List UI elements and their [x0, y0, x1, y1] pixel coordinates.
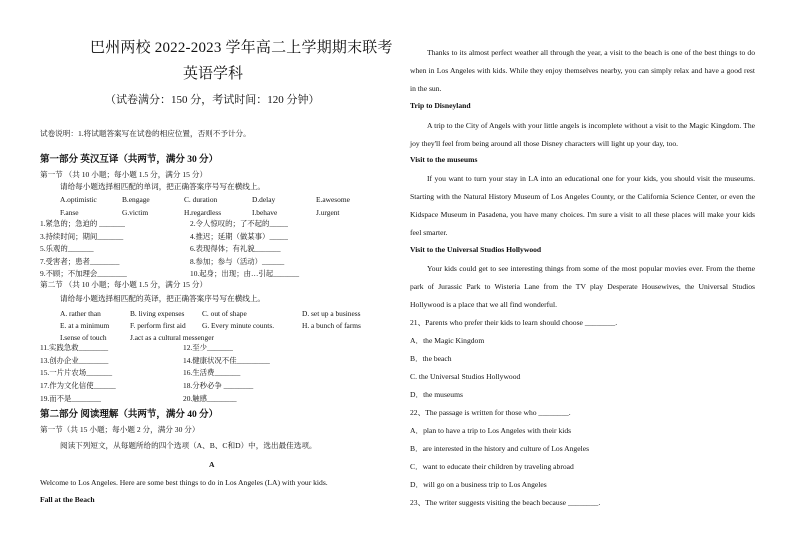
vocab-item: 4.推迟；延期（做某事）_____: [190, 231, 288, 241]
part1-sec1-instruction: 请给每小题选择相匹配的单词，把正确答案序号写在横线上。: [60, 182, 266, 191]
q21-option-b: B．the beach: [410, 354, 452, 363]
phrase-item: 17.作为文化信使______: [40, 381, 116, 391]
phrase-option: I.sense of touch: [60, 333, 107, 342]
vocab-item: 1.紧急的；急迫的 _______: [40, 219, 125, 228]
subject-title: 英语学科: [183, 66, 244, 82]
part1-sec2-instruction: 请给每小题选择相匹配的英译，把正确答案序号写在横线上。: [60, 294, 266, 303]
part2-sec1-heading: 第一节（共 15 小题；每小题 2 分，满分 30 分）: [40, 425, 200, 434]
vocab-items: [40, 219, 340, 279]
disney-heading: Trip to Disneyland: [410, 101, 471, 110]
phrase-option: G. Every minute counts.: [202, 321, 275, 330]
phrase-item: 16.生活费_______: [183, 368, 241, 378]
phrase-option: H. a bunch of farms: [302, 321, 361, 330]
word-option: E.awesome: [316, 195, 350, 204]
museum-paragraph: If you want to turn your stay in LA into an educational one for your kids, you should visit the museums. Starting with the Natural History Museum of Los Angeles County, or the California Science Center, or even the Kidspace Museum in Pasadena, you have many choices. I'm sure a visit to all these places will make your kids feel smarter.: [410, 174, 755, 237]
word-options: [60, 195, 386, 218]
phrase-option: D. set up a business: [302, 309, 361, 318]
word-option: G.victim: [122, 208, 149, 217]
vocab-item: 2.令人惊叹的；了不起的_____: [190, 219, 288, 228]
phrase-item: 13.创办企业________: [40, 355, 109, 365]
q21-option-d: D．the museums: [410, 390, 463, 399]
phrase-item: 12.至少_______: [183, 343, 233, 352]
vocab-item: 6.表现得体；有礼貌_______: [190, 244, 281, 253]
word-option: J.urgent: [316, 208, 340, 217]
word-option: I.behave: [252, 208, 278, 217]
phrase-item: 15.一片片农场_______: [40, 368, 113, 378]
word-option: C. duration: [184, 195, 218, 204]
universal-paragraph: Your kids could get to see interesting things from some of the most popular movies ever. From the theme park of Jurassic Park to Wisteria Lane from the TV play Desperate Housewives, the Universal Studios Hollywood is a place that we all find wonderful.: [410, 264, 755, 309]
fall-beach-heading: Fall at the Beach: [40, 495, 95, 504]
phrase-option: B. living expenses: [130, 309, 185, 318]
q22-option-d: D．will go on a business trip to Los Angeles: [410, 480, 547, 489]
phrase-items: [40, 343, 333, 404]
passage-intro: Welcome to Los Angeles. Here are some best things to do in Los Angeles (LA) with your kids.: [40, 478, 328, 487]
phrase-option: C. out of shape: [202, 309, 247, 318]
phrase-item: 14.健康状况不佳_________: [183, 355, 270, 365]
beach-paragraph: Thanks to its almost perfect weather all through the year, a visit to the beach is one of the best things to do when in Los Angeles with kids. While they enjoy themselves nearby, you can simply relax and have a good rest in the sun.: [410, 48, 755, 93]
question-21: 21、Parents who prefer their kids to learn should choose ________.: [410, 318, 618, 327]
part2-heading: 第二部分 阅读理解（共两节，满分 40 分）: [40, 410, 219, 420]
word-option: H.regardless: [184, 208, 222, 217]
q21-option-a: A．the Magic Kingdom: [410, 336, 485, 345]
word-option: D.delay: [252, 195, 276, 204]
part2-sec1-instruction: 阅读下列短文，从每题所给的四个选项（A、B、C和D）中，选出最佳选项。: [60, 441, 317, 450]
word-option: B.engage: [122, 195, 150, 204]
q21-option-c: C. the Universal Studios Hollywood: [410, 372, 521, 381]
vocab-item: 9.不顾；不加理会________: [40, 269, 127, 278]
part1-sec2-heading: 第二节 （共 10 小题；每小题 1.5 分，满分 15 分）: [40, 280, 208, 289]
question-22: 22、The passage is written for those who ________.: [410, 408, 571, 417]
disney-paragraph: A trip to the City of Angels with your little angels is incomplete without a visit to the Magic Kingdom. The joy they'll feel from being around all those Disney characters will light up your day, too.: [410, 121, 755, 148]
phrase-option: J.act as a cultural messenger: [130, 333, 214, 342]
q22-option-b: B．are interested in the history and culture of Los Angeles: [410, 444, 590, 453]
phrase-item: 18.分秒必争 ________: [183, 381, 254, 391]
museum-heading: Visit to the museums: [410, 155, 478, 164]
q22-option-c: C．want to educate their children by traveling abroad: [410, 462, 574, 471]
phrase-option: A. rather than: [60, 309, 101, 318]
vocab-item: 8.参加；参与（活动）______: [190, 256, 285, 266]
exam-instructions: 试卷说明：1.将试题答案写在试卷的相应位置，否则不予计分。: [40, 129, 251, 138]
question-23: 23、The writer suggests visiting the beach because ________.: [410, 498, 601, 507]
q22-option-a: A．plan to have a trip to Los Angeles with their kids: [410, 426, 572, 435]
word-option: A.optimistic: [60, 195, 97, 204]
exam-info: （试卷满分：150 分，考试时间：120 分钟）: [105, 94, 320, 106]
vocab-item: 7.受害者；患者________: [40, 256, 120, 266]
vocab-item: 5.乐观的_______: [40, 244, 94, 253]
phrase-item: 20.触感________: [183, 393, 237, 403]
exam-title: 巴州两校 2022-2023 学年高二上学期期末联考: [90, 40, 393, 56]
phrase-option: E. at a minimum: [60, 321, 110, 330]
part1-heading: 第一部分 英汉互译（共两节，满分 30 分）: [40, 155, 219, 165]
phrase-item: 11.实践急救________: [40, 343, 109, 352]
passage-label: A: [209, 460, 215, 469]
vocab-item: 10.起身；出现；由…引起_______: [190, 269, 300, 278]
universal-heading: Visit to the Universal Studios Hollywood: [410, 245, 542, 254]
word-option: F.anse: [60, 208, 79, 217]
part1-sec1-heading: 第一节 （共 10 小题；每小题 1.5 分，满分 15 分）: [40, 170, 208, 179]
vocab-item: 3.持续时间；期间_______: [40, 231, 124, 241]
phrase-option: F. perform first aid: [130, 321, 186, 330]
phrase-options: [60, 309, 402, 343]
phrase-item: 19.而不是________: [40, 393, 101, 403]
